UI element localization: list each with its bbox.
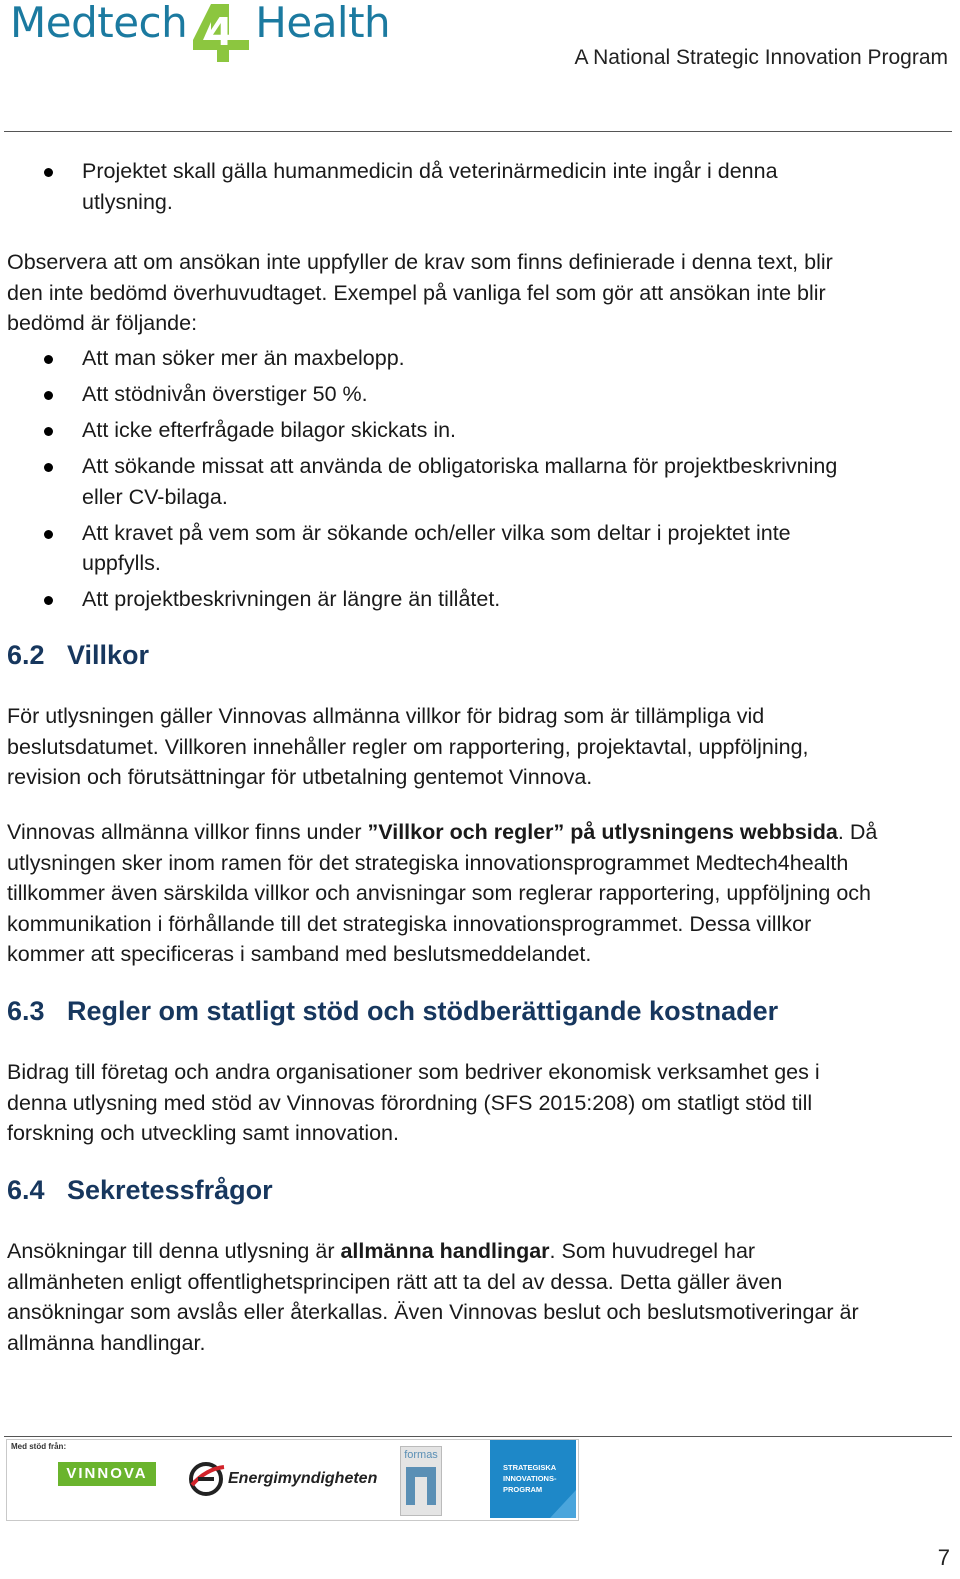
list-item-text: Att kravet på vem som är sökande och/eller vilka som deltar i projektet inte (82, 520, 791, 545)
energimyndigheten-logo: Energimyndigheten (186, 1459, 377, 1499)
list-item-text: Att icke efterfrågade bilagor skickats in. (82, 418, 457, 442)
logo-four-mark (189, 0, 253, 66)
intro-bullet-list (0, 156, 940, 217)
list-item-text: utlysning. (82, 189, 173, 214)
list-item-text: Att sökande missat att använda de obligatoriska mallarna för projektbeskrivning (82, 454, 838, 478)
sekretess-paragraph: Ansökningar till denna utlysning är allmänna handlingar. Som huvudregel har allmänheten enligt offentlighetsprincipen rätt att ta del av dessa. Detta gäller även ansökningar som avslås eller återkallas. Även Vinnovas beslut och beslutsmotiveringar är allmänna handlingar. (7, 1239, 859, 1355)
villkor-paragraph-2: Vinnovas allmänna villkor finns under ”Villkor och regler” på utlysningens webbsida. Då utlysningen sker inom ramen för det strategiska innovationsprogrammet Medtech4health tillkommer även särskilda villkor och anvisningar som reglerar rapportering, uppföljning och kommunikation i förhållande till det strategiska innovationsprogrammet. Dessa villkor kommer att specificeras i samband med beslutsmeddelandet. (7, 820, 878, 966)
formas-logo: formas (400, 1446, 442, 1516)
list-item (0, 156, 940, 217)
common-errors-list (0, 343, 940, 615)
page-number: 7 (937, 1545, 950, 1570)
list-item (0, 584, 940, 615)
logo-text-health: Health (255, 0, 391, 47)
bullet-icon (44, 391, 53, 400)
observe-paragraph: Observera att om ansökan inte uppfyller de krav som finns definierade i denna text, blir den inte bedömd överhuvudtaget. Exempel på vanliga fel som gör att ansökan inte blir bedömd är följande: (7, 250, 833, 335)
logo-text-medtech: Medtech (10, 0, 188, 47)
section-heading-6-2: 6.2 Villkor (7, 640, 150, 670)
formas-emblem-icon (401, 1461, 441, 1509)
bullet-icon (44, 168, 53, 177)
list-item-text: eller CV-bilaga. (82, 484, 228, 509)
list-item (0, 451, 940, 512)
supported-by-label: Med stöd från: (11, 1442, 67, 1451)
header-tagline: A National Strategic Innovation Program (574, 46, 948, 69)
logo-digit: 4 (207, 10, 234, 54)
villkor-link-text: ”Villkor och regler” på utlysningens webbsida (367, 820, 838, 844)
section-heading-6-3: 6.3 Regler om statligt stöd och stödberättigande kostnader (7, 996, 779, 1026)
list-item-text: Projektet skall gälla humanmedicin då veterinärmedicin inte ingår i denna (82, 159, 778, 183)
medtech4health-logo (10, 0, 390, 66)
bullet-icon (44, 596, 53, 605)
villkor-paragraph-1: För utlysningen gäller Vinnovas allmänna villkor för bidrag som är tillämpliga vid beslutsdatumet. Villkoren innehåller regler om rapportering, projektavtal, uppföljning, revision och förutsättningar för utbetalning gentemot Vinnova. (7, 704, 809, 789)
header-divider (4, 131, 952, 132)
statligt-stod-paragraph: Bidrag till företag och andra organisationer som bedriver ekonomisk verksamhet ges i denna utlysning med stöd av Vinnovas förordning (SFS 2015:208) om statligt stöd till forskning och utveckling samt innovation. (7, 1060, 820, 1145)
list-item (0, 518, 940, 579)
energimyndigheten-swoosh-icon (186, 1459, 226, 1499)
footer-divider (4, 1436, 952, 1437)
list-item-text: uppfylls. (82, 551, 161, 575)
list-item-text: Att projektbeskrivningen är längre än tillåtet. (82, 587, 501, 611)
list-item (0, 379, 940, 410)
vinnova-logo: VINNOVA (58, 1462, 156, 1486)
list-item-text: Att stödnivån överstiger 50 %. (82, 382, 368, 406)
strategiska-innovationsprogram-logo: STRATEGISKA INNOVATIONS- PROGRAM (490, 1440, 576, 1518)
list-item (0, 343, 940, 374)
list-item (0, 415, 940, 446)
bullet-icon (44, 427, 53, 436)
list-item-text: Att man söker mer än maxbelopp. (82, 346, 405, 370)
bullet-icon (44, 530, 53, 539)
section-heading-6-4: 6.4 Sekretessfrågor (7, 1175, 273, 1205)
bullet-icon (44, 355, 53, 364)
bullet-icon (44, 463, 53, 472)
